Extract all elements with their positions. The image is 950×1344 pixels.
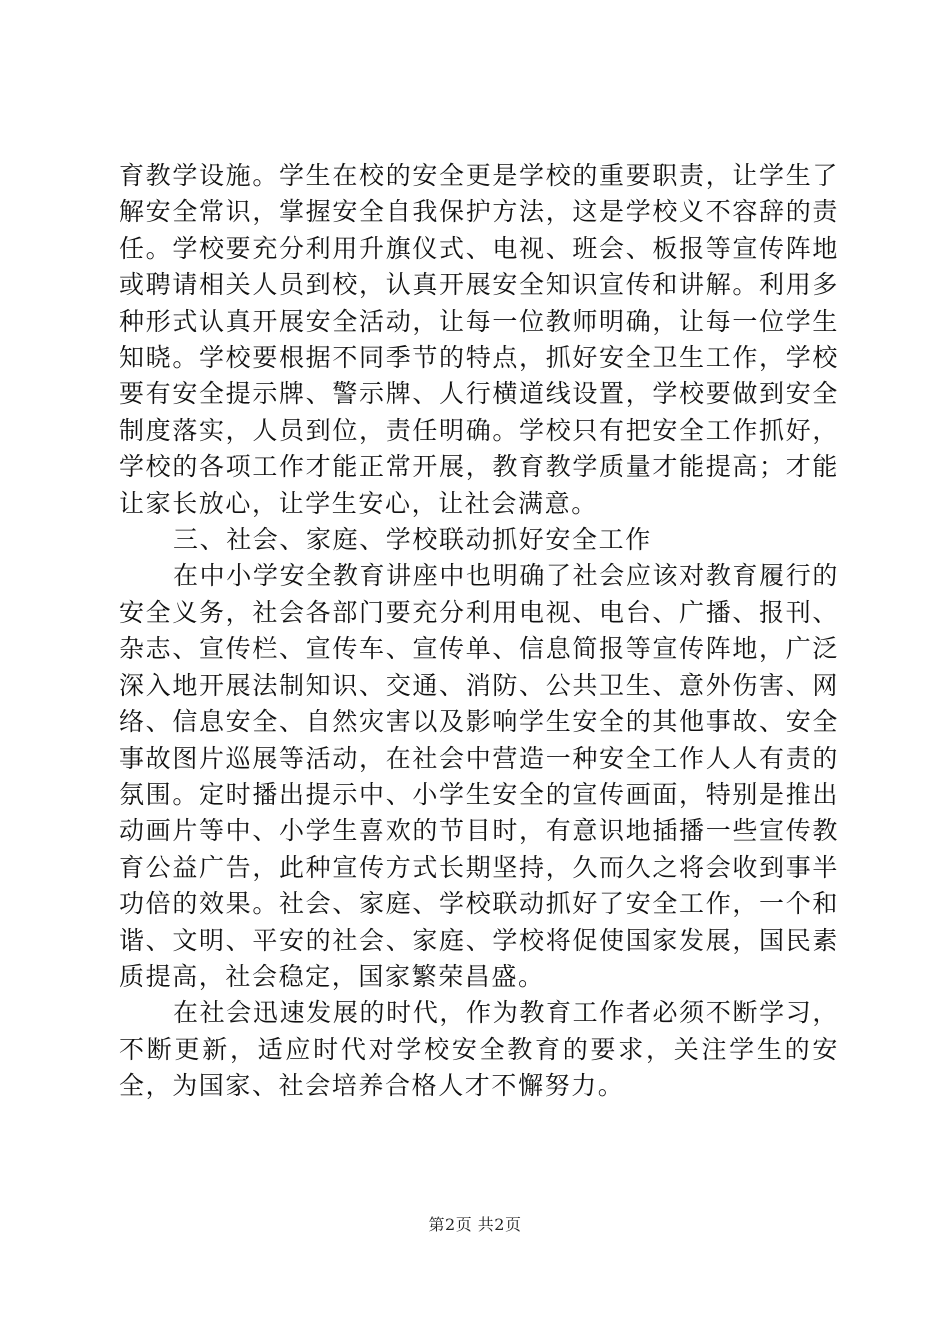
section-heading: 三、社会、家庭、学校联动抓好安全工作	[173, 525, 652, 555]
body-paragraph-closing: 在社会迅速发展的时代，作为教育工作者必须不断学习，不断更新，适应时代对学校安全教育的要求，关注学生的安全，为国家、社会培养合格人才不懈努力。	[119, 998, 839, 1101]
body-paragraph-continued: 育教学设施。学生在校的安全更是学校的重要职责，让学生了解安全常识，掌握安全自我保护方法，这是学校义不容辞的责任。学校要充分利用升旗仪式、电视、班会、板报等宣传阵地或聘请相关人员到校，认真开展安全知识宣传和讲解。利用多种形式认真开展安全活动，让每一位教师明确，让每一位学生知晓。学校要根据不同季节的特点，抓好安全卫生工作，学校要有安全提示牌、警示牌、人行横道线设置，学校要做到安全制度落实，人员到位，责任明确。学校只有把安全工作抓好，学校的各项工作才能正常开展，教育教学质量才能提高；才能让家长放心，让学生安心，让社会满意。	[119, 161, 839, 518]
document-body	[119, 158, 839, 1105]
page-number-footer: 第2页 共2页	[428, 1215, 522, 1234]
body-paragraph: 在中小学安全教育讲座中也明确了社会应该对教育履行的安全义务，社会各部门要充分利用电视、电台、广播、报刊、杂志、宣传栏、宣传车、宣传单、信息简报等宣传阵地，广泛深入地开展法制知识、交通、消防、公共卫生、意外伤害、网络、信息安全、自然灾害以及影响学生安全的其他事故、安全事故图片巡展等活动，在社会中营造一种安全工作人人有责的氛围。定时播出提示中、小学生安全的宣传画面，特别是推出动画片等中、小学生喜欢的节目时，有意识地插播一些宣传教育公益广告，此种宣传方式长期坚持，久而久之将会收到事半功倍的效果。社会、家庭、学校联动抓好了安全工作，一个和谐、文明、平安的社会、家庭、学校将促使国家发展，国民素质提高，社会稳定，国家繁荣昌盛。	[119, 561, 839, 991]
